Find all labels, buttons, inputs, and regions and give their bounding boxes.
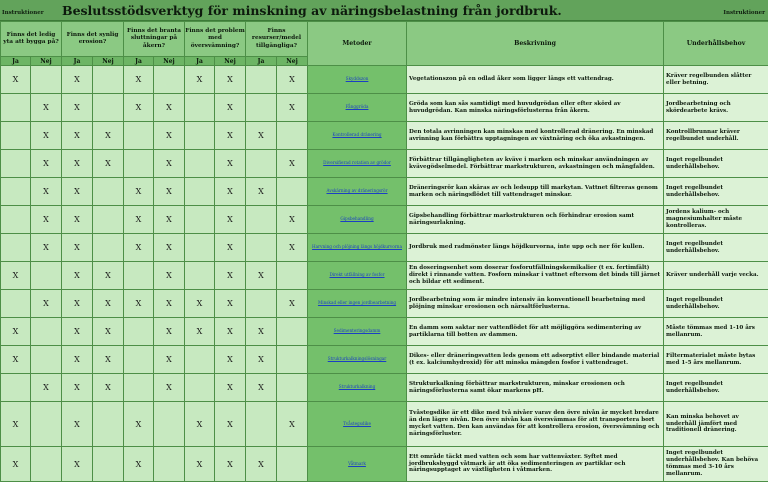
description-header: Beskrivning [407,22,664,66]
description-cell: Förbättrar tillgängligheten av kväve i marken och minskar användningen av kvävegödselmedel. Förbättrar markstrukturen, avkastningen och mångfalden. [407,150,664,178]
method-cell [308,447,407,482]
answer-cell[interactable]: X [1,262,31,290]
answer-cell[interactable]: X [62,402,93,447]
answer-cell[interactable] [1,122,31,150]
answer-cell[interactable]: X [124,178,154,206]
maintenance-cell: Kan minska behovet av underhåll jämfört med traditionell dränering. [664,402,768,447]
answer-cell[interactable]: X [246,447,277,482]
question-resources: Finns resurser/medel tillgängliga? [246,22,308,57]
answer-cell[interactable] [93,94,124,122]
answer-cell[interactable]: X [154,178,185,206]
answer-cell[interactable]: X [31,122,62,150]
answer-cell[interactable]: X [124,447,154,482]
answer-cell[interactable] [93,66,124,94]
method-link[interactable]: Gipsbehandling [340,216,374,222]
answer-cell[interactable]: X [62,374,93,402]
maintenance-cell: Måste tömmas med 1-10 års mellanrum. [664,318,768,346]
answer-cell[interactable]: X [62,206,93,234]
answer-cell[interactable]: X [62,318,93,346]
method-cell [308,262,407,290]
answer-cell[interactable]: X [246,374,277,402]
table-row [1,94,768,122]
table-row [1,206,768,234]
answer-cell[interactable]: X [31,374,62,402]
maintenance-cell: Inget regelbundet underhållsbehov. [664,290,768,318]
answer-cell[interactable]: X [62,122,93,150]
answer-cell[interactable]: X [93,318,124,346]
answer-cell[interactable] [185,122,215,150]
answer-cell[interactable]: X [185,66,215,94]
method-cell [308,206,407,234]
method-cell [308,374,407,402]
answer-cell[interactable]: X [1,66,31,94]
answer-cell[interactable]: X [215,402,246,447]
answer-cell[interactable]: X [31,150,62,178]
answer-cell[interactable] [93,402,124,447]
answer-cell[interactable]: X [215,262,246,290]
instructions-link-right[interactable]: Instruktioner [723,10,765,16]
maintenance-header: Underhållsbehov [664,22,768,66]
answer-cell[interactable]: X [31,94,62,122]
answer-cell[interactable] [93,178,124,206]
answer-cell[interactable]: X [185,402,215,447]
answer-cell[interactable]: X [1,346,31,374]
answer-cell[interactable] [154,66,185,94]
answer-cell[interactable]: X [124,206,154,234]
yes-header: Ja [62,57,93,66]
method-cell [308,178,407,206]
answer-cell[interactable]: X [124,234,154,262]
answer-cell[interactable]: X [246,122,277,150]
answer-cell[interactable]: X [124,402,154,447]
answer-cell[interactable] [93,234,124,262]
table-row [1,66,768,94]
answer-cell[interactable] [154,402,185,447]
description-cell: Gipsbehandling förbättrar markstrukturen och förhindrar erosion samt näringsurlakning. [407,206,664,234]
description-cell: Tvåstegsdike är ett dike med två nivåer varav den övre nivån är mycket bredare än den lägre nivån. Den övre nivån kan översvämmas för att transportera bort mycket vatten. Den kan användas för att kontrollera erosion, översvämning och näringsförluster. [407,402,664,447]
method-cell [308,122,407,150]
answer-cell[interactable]: X [62,262,93,290]
table-row [1,318,768,346]
answer-cell[interactable]: X [215,346,246,374]
answer-cell[interactable]: X [246,178,277,206]
answer-cell[interactable]: X [154,262,185,290]
answer-cell[interactable]: X [277,206,308,234]
answer-cell[interactable]: X [93,150,124,178]
yes-header: Ja [1,57,31,66]
answer-cell[interactable]: X [215,290,246,318]
answer-cell[interactable] [1,374,31,402]
answer-cell[interactable] [185,178,215,206]
answer-cell[interactable]: X [154,318,185,346]
description-cell: Dräneringsrör kan skäras av och ledsupp till markytan. Vattnet filtreras genom marken och näringsflödet till vattendraget minskar. [407,178,664,206]
answer-cell[interactable] [93,206,124,234]
maintenance-cell: Inget regelbundet underhållsbehov. [664,178,768,206]
answer-cell[interactable] [277,346,308,374]
description-cell: En doseringsenhet som doserar fosforutfällningskemikalier (t ex. fertimfält) direkt i rinnande vatten. Fosforn minskar i vattnet eftersom det binds till järnet och bildar ett sediment. [407,262,664,290]
instructions-link-left[interactable]: Instruktioner [2,10,44,16]
answer-cell[interactable] [277,447,308,482]
table-row [1,122,768,150]
table-row [1,234,768,262]
methods-header: Metoder [308,22,407,66]
answer-cell[interactable]: X [31,234,62,262]
method-link[interactable]: Minskad eller ingen jordbearbetning [317,300,397,306]
answer-cell[interactable]: X [62,150,93,178]
answer-cell[interactable]: X [1,447,31,482]
answer-cell[interactable]: X [62,346,93,374]
answer-cell[interactable]: X [124,290,154,318]
answer-cell[interactable]: X [62,234,93,262]
method-link[interactable]: Strukturkalkningslösningar [327,356,387,362]
answer-cell[interactable]: X [154,94,185,122]
answer-cell[interactable] [277,122,308,150]
answer-cell[interactable]: X [246,262,277,290]
table-row [1,290,768,318]
answer-cell[interactable] [124,318,154,346]
method-cell [308,402,407,447]
answer-cell[interactable]: X [154,122,185,150]
answer-cell[interactable]: X [93,262,124,290]
answer-cell[interactable]: X [154,150,185,178]
method-cell [308,94,407,122]
method-link[interactable]: Tvåstegsdike [343,420,371,426]
method-cell [308,318,407,346]
answer-cell[interactable]: X [246,318,277,346]
method-link[interactable]: Strukturkalkning [338,384,376,390]
maintenance-cell: Kräver underhåll varje vecka. [664,262,768,290]
answer-cell[interactable]: X [154,206,185,234]
answer-cell[interactable]: X [62,66,93,94]
table-row [1,178,768,206]
answer-cell[interactable] [1,150,31,178]
no-header: Nej [277,57,308,66]
no-header: Nej [93,57,124,66]
answer-cell[interactable]: X [124,94,154,122]
answer-cell[interactable] [124,150,154,178]
description-cell: Dikes- eller dräneringsvatten leds genom ett adsorptivt eller bindande material (t ex. kalciumhydroxid) för att minska mängden fosfor i vattendraget. [407,346,664,374]
question-steep-slopes: Finns det branta sluttningar på åkern? [124,22,185,57]
maintenance-cell: Jordbearbetning och skördearbete krävs. [664,94,768,122]
maintenance-cell: Inget regelbundet underhållsbehov. [664,234,768,262]
question-visible-erosion: Finns det synlig erosion? [62,22,124,57]
answer-cell[interactable] [1,178,31,206]
description-cell: En damm som saktar ner vattenflödet för att möjliggöra sedimentering av partiklarna till botten av dammen. [407,318,664,346]
answer-cell[interactable]: X [154,374,185,402]
description-cell: Vegetationszon på en odlad åker som ligger längs ett vattendrag. [407,66,664,94]
answer-cell[interactable] [1,206,31,234]
answer-cell[interactable]: X [215,318,246,346]
method-link[interactable]: Fånggröda [345,104,369,110]
answer-cell[interactable] [185,150,215,178]
table-row [1,346,768,374]
maintenance-cell: Kontrollbrunnar kräver regelbundet underhåll. [664,122,768,150]
no-header: Nej [215,57,246,66]
table-row [1,402,768,447]
answer-cell[interactable]: X [215,122,246,150]
method-link[interactable]: Kontrollerad dränering [332,132,382,138]
answer-cell[interactable]: X [1,402,31,447]
answer-cell[interactable]: X [215,94,246,122]
description-cell: Jordbruk med radmönster längs höjdkurvorna, inte upp och ner för kullen. [407,234,664,262]
answer-cell[interactable] [185,234,215,262]
answer-cell[interactable]: X [277,402,308,447]
answer-cell[interactable]: X [62,290,93,318]
method-cell [308,150,407,178]
answer-cell[interactable]: X [215,206,246,234]
question-flooding: Finns det problem med översvämning? [185,22,246,57]
answer-cell[interactable] [185,206,215,234]
table-row [1,374,768,402]
answer-cell[interactable]: X [62,447,93,482]
maintenance-cell: Filtermaterialet måste bytas med 1-5 års mellanrum. [664,346,768,374]
answer-cell[interactable]: X [124,66,154,94]
answer-cell[interactable]: X [215,447,246,482]
answer-cell[interactable] [154,447,185,482]
answer-cell[interactable]: X [277,150,308,178]
answer-cell[interactable]: X [154,290,185,318]
answer-cell[interactable] [246,290,277,318]
method-link[interactable]: Avskärning av dräneringsrör [326,188,388,194]
answer-cell[interactable] [124,346,154,374]
answer-cell[interactable]: X [1,318,31,346]
no-header: Nej [31,57,62,66]
answer-cell[interactable] [246,234,277,262]
method-link[interactable]: Diversifierad rotation av grödor [323,160,391,166]
answer-cell[interactable] [31,346,62,374]
answer-cell[interactable] [1,234,31,262]
maintenance-cell: Kräver regelbunden slåtter eller betning. [664,66,768,94]
answer-cell[interactable]: X [215,66,246,94]
answer-cell[interactable]: X [62,94,93,122]
answer-cell[interactable] [277,262,308,290]
answer-cell[interactable]: X [154,234,185,262]
yes-header: Ja [246,57,277,66]
table-row [1,150,768,178]
answer-cell[interactable]: X [154,346,185,374]
answer-cell[interactable]: X [277,94,308,122]
answer-cell[interactable]: X [215,178,246,206]
answer-cell[interactable]: X [277,234,308,262]
answer-cell[interactable] [31,66,62,94]
answer-cell[interactable] [246,150,277,178]
method-cell [308,234,407,262]
maintenance-cell: Inget regelbundet underhållsbehov. [664,374,768,402]
method-link[interactable]: Harvning och plöjning längs höjdkurvorna [312,244,402,250]
description-cell: Ett område täckt med vatten och som har vattenväxter. Syftet med jordbruksbyggd våtmark är att öka sedimenteringen av partiklar och näringsupptaget av växtligheten i våtmarken. [407,447,664,482]
answer-cell[interactable]: X [93,374,124,402]
method-cell [308,346,407,374]
answer-cell[interactable] [31,318,62,346]
maintenance-cell: Jordens kalium- och magnesiumhalter måste kontrolleras. [664,206,768,234]
maintenance-cell: Inget regelbundet underhållsbehov. [664,150,768,178]
method-link[interactable]: Direkt utfällning av fosfor [329,272,385,278]
decision-table [0,21,768,482]
answer-cell[interactable] [185,346,215,374]
answer-cell[interactable]: X [93,122,124,150]
yes-header: Ja [185,57,215,66]
description-cell: Jordbearbetning som är mindre intensiv än konventionell bearbetning med plöjning minskar erosionen och närsaltförlusterna. [407,290,664,318]
answer-cell[interactable] [246,66,277,94]
answer-cell[interactable]: X [185,318,215,346]
description-cell: Gröda som kan sås samtidigt med huvudgrödan eller efter skörd av huvudgrödan. Kan minska näringsförlusterna från åkern. [407,94,664,122]
answer-cell[interactable]: X [215,234,246,262]
answer-cell[interactable] [185,94,215,122]
answer-cell[interactable] [246,206,277,234]
maintenance-cell: Inget regelbundet underhållsbehov. Kan behöva tömmas med 3-10 års mellanrum. [664,447,768,482]
page-title: Beslutsstödsverktyg för minskning av näringsbelastning från jordbruk. [62,3,562,18]
answer-cell[interactable] [185,262,215,290]
method-link[interactable]: Sedimenteringsdamm [333,328,381,334]
answer-cell[interactable]: X [215,150,246,178]
answer-cell[interactable] [93,447,124,482]
method-cell [308,290,407,318]
answer-cell[interactable] [246,94,277,122]
answer-cell[interactable] [1,290,31,318]
answer-cell[interactable] [124,262,154,290]
table-row [1,262,768,290]
answer-cell[interactable]: X [277,290,308,318]
answer-cell[interactable] [1,94,31,122]
answer-cell[interactable] [277,374,308,402]
answer-cell[interactable] [124,122,154,150]
answer-cell[interactable]: X [31,206,62,234]
answer-cell[interactable]: X [185,290,215,318]
answer-cell[interactable]: X [277,66,308,94]
answer-cell[interactable]: X [93,346,124,374]
answer-cell[interactable] [277,178,308,206]
yes-header: Ja [124,57,154,66]
answer-cell[interactable] [277,318,308,346]
answer-cell[interactable] [124,374,154,402]
answer-cell[interactable] [31,402,62,447]
table-row [1,447,768,482]
answer-cell[interactable] [31,447,62,482]
method-cell [308,66,407,94]
method-link[interactable]: Våtmark [348,460,366,466]
answer-cell[interactable] [246,402,277,447]
answer-cell[interactable]: X [31,290,62,318]
answer-cell[interactable]: X [62,178,93,206]
question-free-area: Finns det ledig yta att bygga på? [1,22,62,57]
title-bar [0,0,768,21]
description-cell: Den totala avrinningen kan minskas med kontrollerad dränering. En minskad avrinning kan förbättra upptagningen av växtnäring och öka avkastningen. [407,122,664,150]
answer-cell[interactable]: X [93,290,124,318]
method-link[interactable]: Skyddszon [345,76,369,82]
answer-cell[interactable]: X [185,447,215,482]
answer-cell[interactable] [31,262,62,290]
answer-cell[interactable]: X [215,374,246,402]
answer-cell[interactable]: X [31,178,62,206]
no-header: Nej [154,57,185,66]
description-cell: Strukturkalkning förbättrar markstrukturen, minskar erosionen och näringsförlusterna samt ökar markens pH. [407,374,664,402]
answer-cell[interactable] [185,374,215,402]
answer-cell[interactable]: X [246,346,277,374]
